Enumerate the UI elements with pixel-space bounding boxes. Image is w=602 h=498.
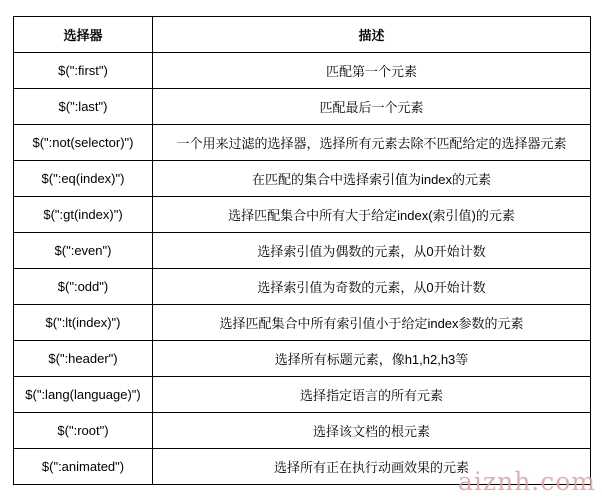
selector-table xyxy=(13,16,591,485)
description-cell: 选择所有标题元素，像h1,h2,h3等 xyxy=(153,341,591,377)
description-cell: 选择索引值为奇数的元素，从0开始计数 xyxy=(153,269,591,305)
header-description: 描述 xyxy=(153,17,591,53)
selector-cell: $(":header") xyxy=(14,341,153,377)
selector-cell: $(":lt(index)") xyxy=(14,305,153,341)
selector-cell: $(":eq(index)") xyxy=(14,161,153,197)
watermark-text: aiznh.com xyxy=(458,467,596,496)
description-cell: 选择指定语言的所有元素 xyxy=(153,377,591,413)
selector-cell: $(":last") xyxy=(14,89,153,125)
description-cell: 在匹配的集合中选择索引值为index的元素 xyxy=(153,161,591,197)
selector-cell: $(":first") xyxy=(14,53,153,89)
description-cell: 选择匹配集合中所有索引值小于给定index参数的元素 xyxy=(153,305,591,341)
selector-cell: $(":lang(language)") xyxy=(14,377,153,413)
table-row xyxy=(14,233,591,269)
table-row xyxy=(14,377,591,413)
table-row xyxy=(14,89,591,125)
table-row xyxy=(14,449,591,485)
selector-cell: $(":animated") xyxy=(14,449,153,485)
selector-cell: $(":gt(index)") xyxy=(14,197,153,233)
description-cell: 匹配最后一个元素 xyxy=(153,89,591,125)
selector-cell: $(":root") xyxy=(14,413,153,449)
table-header-row xyxy=(14,17,591,53)
selector-cell: $(":not(selector)") xyxy=(14,125,153,161)
table-row xyxy=(14,269,591,305)
header-selector: 选择器 xyxy=(14,17,153,53)
table-row xyxy=(14,53,591,89)
description-cell: 选择索引值为偶数的元素，从0开始计数 xyxy=(153,233,591,269)
description-cell: 选择所有正在执行动画效果的元素 xyxy=(153,449,591,485)
table-row xyxy=(14,197,591,233)
table-row xyxy=(14,125,591,161)
selector-cell: $(":even") xyxy=(14,233,153,269)
table-row xyxy=(14,161,591,197)
description-cell: 选择匹配集合中所有大于给定index(索引值)的元素 xyxy=(153,197,591,233)
description-cell: 选择该文档的根元素 xyxy=(153,413,591,449)
table-row xyxy=(14,341,591,377)
table-row xyxy=(14,413,591,449)
description-cell: 一个用来过滤的选择器，选择所有元素去除不匹配给定的选择器元素 xyxy=(153,125,591,161)
table-row xyxy=(14,305,591,341)
description-cell: 匹配第一个元素 xyxy=(153,53,591,89)
selector-cell: $(":odd") xyxy=(14,269,153,305)
